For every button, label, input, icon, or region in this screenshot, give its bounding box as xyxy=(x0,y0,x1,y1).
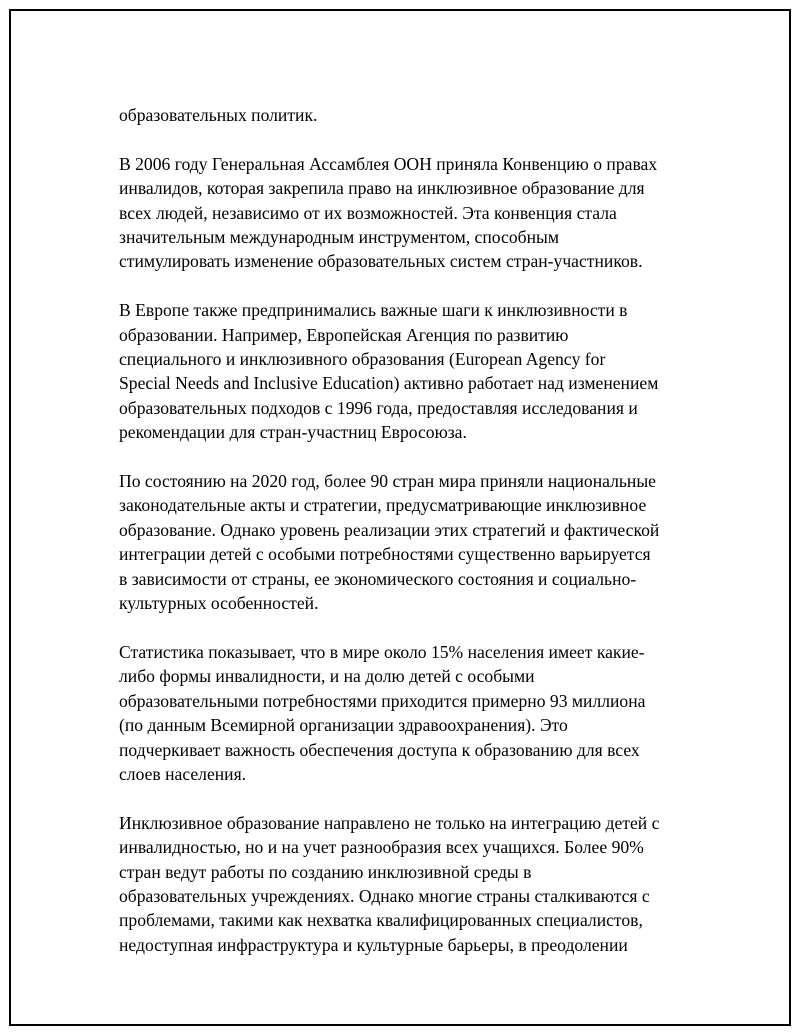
text-line: инвалидностью, но и на учет разнообразия всех учащихся. Более 90% xyxy=(119,837,644,858)
text-line: слоев населения. xyxy=(119,763,247,784)
text-line: образовании. Например, Европейская Агенция по развитию xyxy=(119,324,569,345)
text-line: значительным международным инструментом, способным xyxy=(119,227,559,248)
text-line: рекомендации для стран-участниц Евросоюза. xyxy=(119,422,467,443)
paragraph xyxy=(119,298,699,444)
text-line: образовательными потребностями приходится примерно 93 миллиона xyxy=(119,690,646,711)
text-line: стран ведут работы по созданию инклюзивной среды в xyxy=(119,861,532,882)
text-line: культурных особенностей. xyxy=(119,593,319,614)
text-line: Инклюзивное образование направлено не только на интеграцию детей с xyxy=(119,812,660,833)
paragraph xyxy=(119,640,699,786)
text-line: образование. Однако уровень реализации этих стратегий и фактической xyxy=(119,519,660,540)
text-line: законодательные акты и стратегии, предусматривающие инклюзивное xyxy=(119,495,647,516)
text-line: специального и инклюзивного образования (European Agency for xyxy=(119,349,606,370)
text-line: (по данным Всемирной организации здравоохранения). Это xyxy=(119,715,568,736)
text-line: всех людей, независимо от их возможностей. Эта конвенция стала xyxy=(119,202,617,223)
text-line: в зависимости от страны, ее экономического состояния и социально- xyxy=(119,568,637,589)
document-page xyxy=(9,9,791,1026)
text-line: интеграции детей с особыми потребностями существенно варьируется xyxy=(119,544,651,565)
text-line: В 2006 году Генеральная Ассамблея ООН приняла Конвенцию о правах xyxy=(119,153,658,174)
text-line: В Европе также предпринимались важные шаги к инклюзивности в xyxy=(119,300,628,321)
text-line: образовательных учреждениях. Однако многие страны сталкиваются с xyxy=(119,885,650,906)
text-line: образовательных политик. xyxy=(119,105,318,125)
text-line: проблемами, такими как нехватка квалифицированных специалистов, xyxy=(119,910,643,931)
paragraph xyxy=(119,152,699,274)
text-line: инвалидов, которая закрепила право на инклюзивное образование для xyxy=(119,178,645,199)
paragraph xyxy=(119,469,699,615)
text-line: Special Needs and Inclusive Education) активно работает над изменением xyxy=(119,373,659,394)
text-line: либо формы инвалидности, и на долю детей с особыми xyxy=(119,666,535,687)
text-line: образовательных подходов с 1996 года, предоставляя исследования и xyxy=(119,397,638,418)
paragraph xyxy=(119,103,699,127)
document-body xyxy=(119,103,699,982)
text-line: недоступная инфраструктура и культурные барьеры, в преодолении xyxy=(119,934,628,955)
paragraph xyxy=(119,811,699,957)
text-line: Статистика показывает, что в мире около 15% населения имеет какие- xyxy=(119,641,645,662)
text-line: стимулировать изменение образовательных систем стран-участников. xyxy=(119,251,643,272)
text-line: По состоянию на 2020 год, более 90 стран мира приняли национальные xyxy=(119,471,656,492)
text-line: подчеркивает важность обеспечения доступа к образованию для всех xyxy=(119,739,640,760)
